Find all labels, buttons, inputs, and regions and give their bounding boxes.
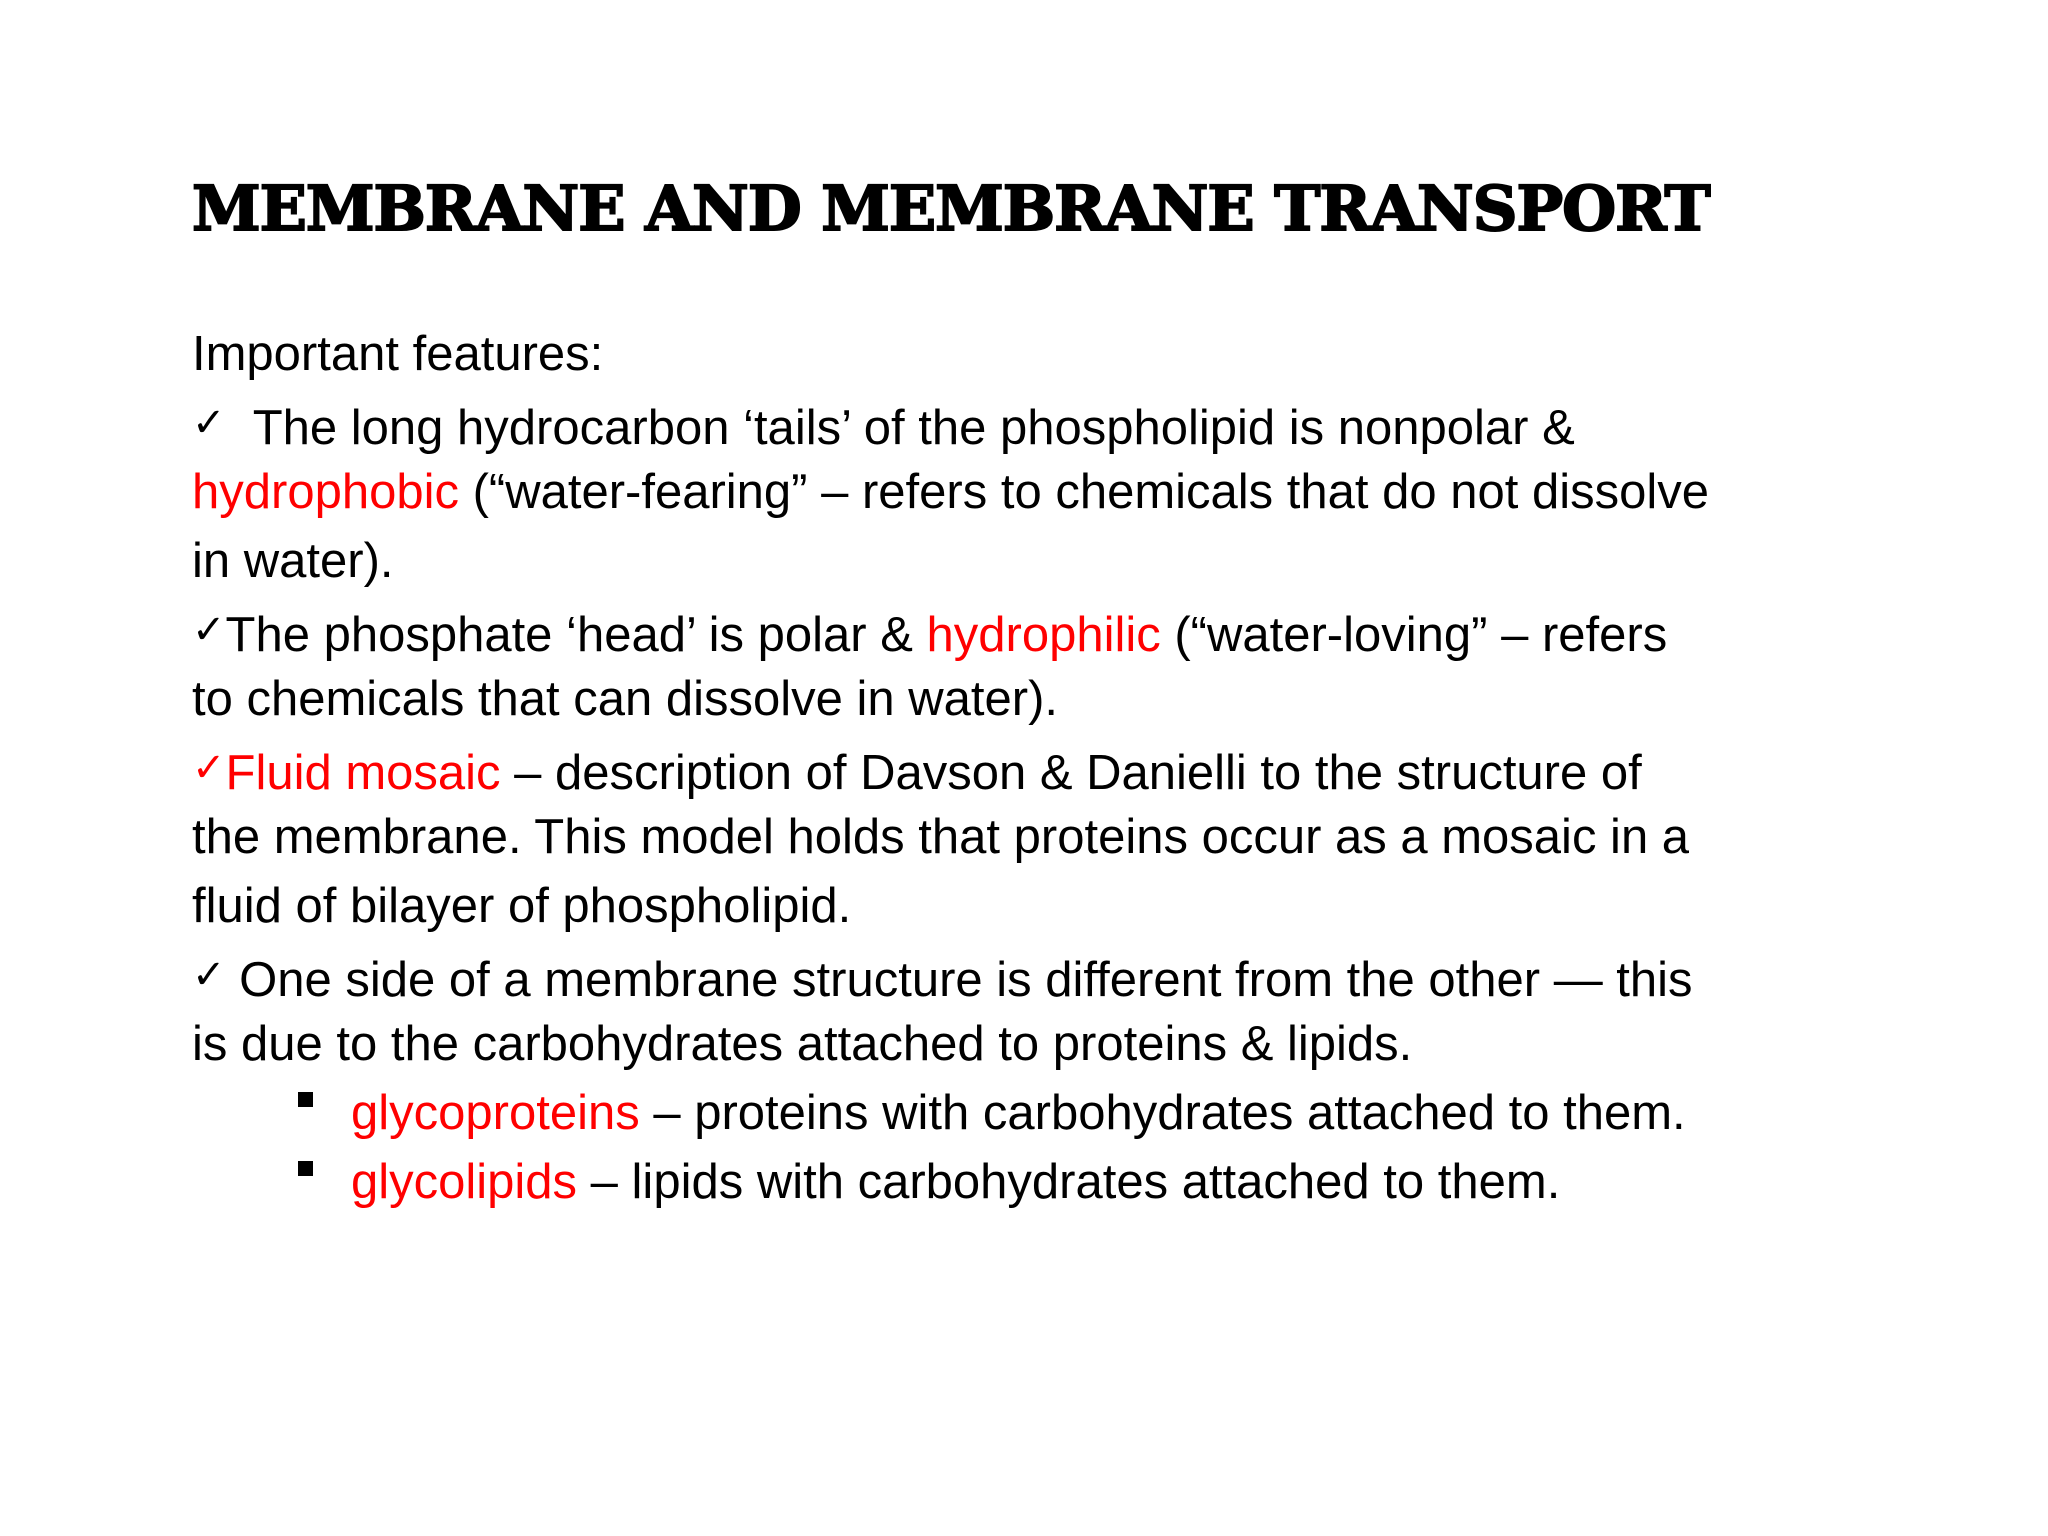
- intro-heading: Important features:: [192, 327, 604, 381]
- sub-item-glycolipids: glycolipids – lipids with carbohydrates attached to them.: [192, 1148, 1912, 1217]
- feature-item-4-line-2: is due to the carbohydrates attached to proteins & lipids.: [192, 1017, 1413, 1071]
- sub-item-glycoproteins: glycoproteins – proteins with carbohydrates attached to them.: [192, 1079, 1912, 1148]
- feature-item-1-line-1: ✓ The long hydrocarbon ‘tails’ of the phospholipid is nonpolar &: [192, 389, 1912, 458]
- slide-title: MEMBRANE AND MEMBRANE TRANSPORT: [192, 172, 1710, 245]
- feature-item-1-line-3: in water).: [192, 534, 394, 588]
- check-icon: ✓: [192, 745, 226, 791]
- feature-item-4-line-1: ✓ One side of a membrane structure is different from the other — this: [192, 941, 1912, 1010]
- term-glycoproteins: glycoproteins: [351, 1086, 640, 1140]
- feature-item-3-line-2: the membrane. This model holds that proteins occur as a mosaic in a: [192, 810, 1690, 864]
- feature-item-2-line-1: ✓The phosphate ‘head’ is polar & hydrophilic (“water-loving” – refers: [192, 596, 1912, 665]
- term-hydrophilic: hydrophilic: [926, 608, 1161, 662]
- square-bullet-icon: [298, 1092, 313, 1107]
- term-fluid-mosaic: Fluid mosaic: [225, 746, 501, 800]
- check-icon: ✓: [192, 952, 226, 998]
- feature-item-3-line-3: fluid of bilayer of phospholipid.: [192, 879, 852, 933]
- feature-item-2-line-2: to chemicals that can dissolve in water).: [192, 672, 1059, 726]
- check-icon: ✓: [192, 400, 226, 446]
- term-hydrophobic: hydrophobic: [192, 465, 459, 519]
- slide-body: [192, 320, 1912, 1217]
- square-bullet-icon: [298, 1161, 313, 1176]
- term-glycolipids: glycolipids: [351, 1155, 578, 1209]
- check-icon: ✓: [192, 607, 226, 653]
- feature-item-1-line-2: hydrophobic (“water-fearing” – refers to chemicals that do not dissolve: [192, 465, 1709, 519]
- feature-item-3-line-1: ✓Fluid mosaic – description of Davson & Danielli to the structure of: [192, 734, 1912, 803]
